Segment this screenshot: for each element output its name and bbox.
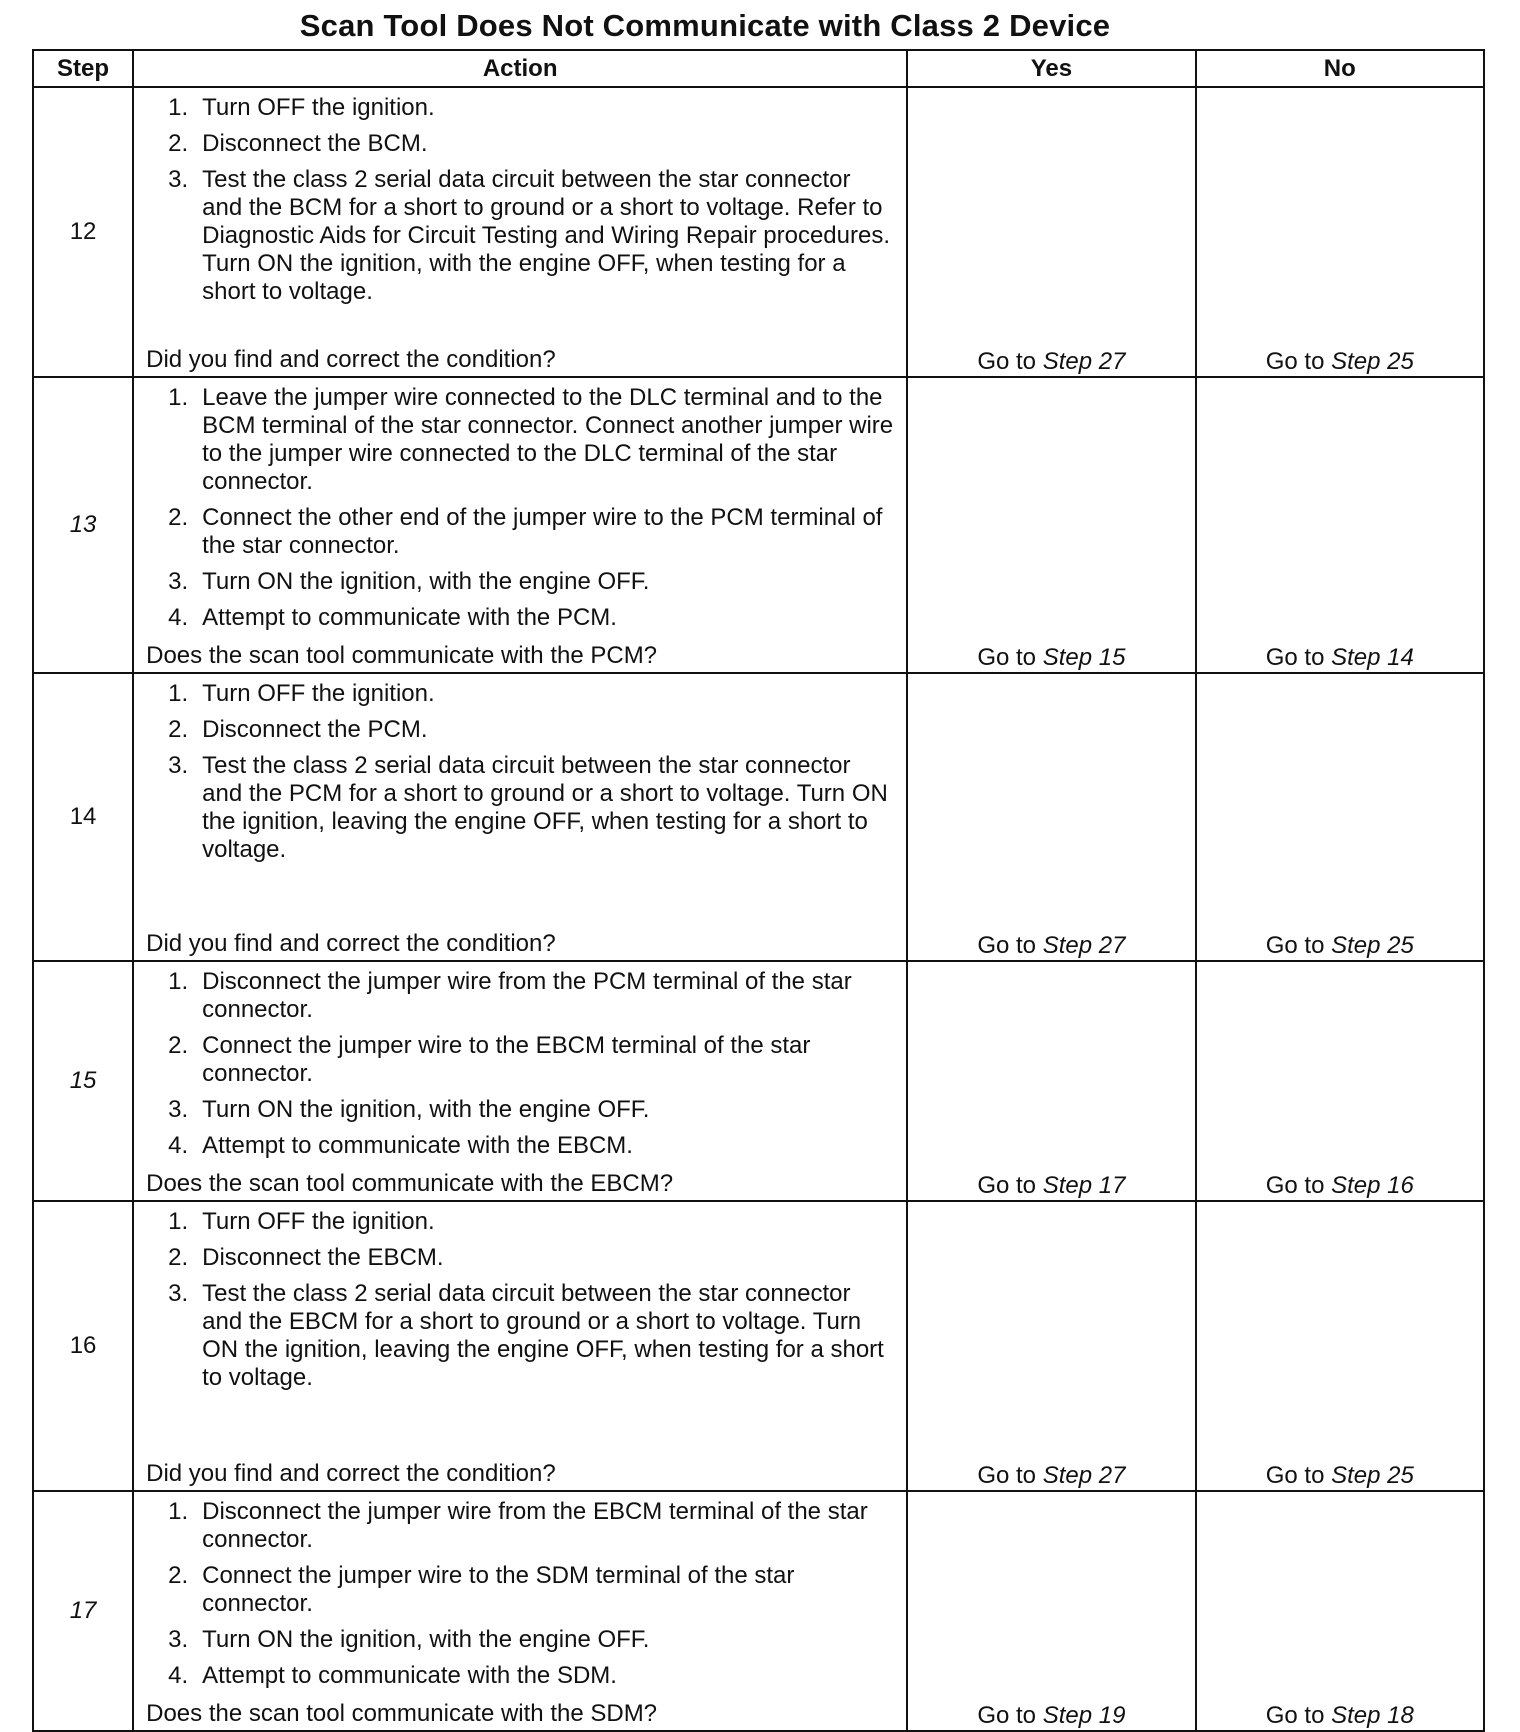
action-list [134,962,906,1160]
step-number: 16 [33,1201,133,1491]
no-step-ref: Step 25 [1331,932,1414,959]
list-item: 1. Turn OFF the ignition. [168,1208,435,1235]
list-item: 3. Turn ON the ignition, with the engine OFF. [168,1096,650,1123]
list-item: 3. Test the class 2 serial data circuit between the star connector and the EBCM for a short to ground or a short to voltage. Turn ON the ignition, leaving the engine OFF, when testing for a short to voltage. [168,1280,884,1391]
step-number: 13 [33,377,133,673]
yes-answer: Go to Step 27 [907,87,1195,377]
list-item: 3. Turn ON the ignition, with the engine OFF. [168,568,650,595]
yes-step-ref: Step 17 [1042,1172,1126,1199]
action-cell [133,961,907,1201]
list-item: 3. Test the class 2 serial data circuit between the star connector and the PCM for a short to ground or a short to voltage. Turn ON the ignition, leaving the engine OFF, when testing for a short to voltage. [168,752,888,863]
list-item: 3. Test the class 2 serial data circuit between the star connector and the BCM for a short to ground or a short to voltage. Refer to Diagnostic Aids for Circuit Testing and Wiring Repair procedures. Turn ON the ignition, with the engine OFF, when testing for a short to voltage. [168,166,890,305]
header-no: No [1196,50,1484,87]
no-step-ref: Step 14 [1331,644,1414,671]
question-text: Does the scan tool communicate with the SDM? [146,1700,658,1727]
page-title: Scan Tool Does Not Communicate with Class 2 Device [299,8,1111,43]
table-header-row [33,50,1484,87]
list-item: 2. Connect the jumper wire to the SDM terminal of the star connector. [168,1562,795,1617]
no-answer: Go to Step 25 [1196,1201,1484,1491]
yes-step-ref: Step 27 [1042,932,1126,959]
yes-answer: Go to Step 17 [907,961,1195,1201]
list-item: 1. Leave the jumper wire connected to the DLC terminal and to the BCM terminal of the star connector. Connect another jumper wire to the jumper wire connected to the DLC terminal of the star connector. [168,384,894,495]
table-row [33,87,1484,377]
step-number: 17 [33,1491,133,1731]
list-item: 1. Disconnect the jumper wire from the PCM terminal of the star connector. [168,968,852,1023]
action-cell [133,1201,907,1491]
table-row [33,961,1484,1201]
yes-step-ref: Step 27 [1042,1462,1126,1489]
yes-step-ref: Step 19 [1042,1702,1126,1729]
yes-answer: Go to Step 27 [907,1201,1195,1491]
yes-answer: Go to Step 27 [907,673,1195,961]
action-list [134,1202,906,1392]
step-number: 12 [33,87,133,377]
step-number: 15 [33,961,133,1201]
table-row [33,673,1484,961]
no-answer: Go to Step 18 [1196,1491,1484,1731]
table-row [33,377,1484,673]
header-step: Step [33,50,133,87]
action-list [134,1492,906,1690]
diagnostic-table [32,49,1485,1732]
no-answer: Go to Step 16 [1196,961,1484,1201]
header-action: Action [133,50,907,87]
yes-step-ref: Step 27 [1042,348,1126,375]
step-number: 14 [33,673,133,961]
list-item: 1. Turn OFF the ignition. [168,94,435,121]
action-list [134,674,906,864]
no-step-ref: Step 25 [1331,348,1414,375]
list-item: 2. Disconnect the EBCM. [168,1244,444,1271]
list-item: 1. Disconnect the jumper wire from the EBCM terminal of the star connector. [168,1498,868,1553]
question-text: Does the scan tool communicate with the PCM? [146,642,658,669]
question-text: Did you find and correct the condition? [146,346,556,373]
list-item: 2. Disconnect the BCM. [168,130,428,157]
action-cell [133,673,907,961]
list-item: 2. Connect the jumper wire to the EBCM terminal of the star connector. [168,1032,811,1087]
action-list [134,378,906,632]
question-text: Does the scan tool communicate with the EBCM? [146,1170,674,1197]
no-step-ref: Step 16 [1331,1172,1414,1199]
action-cell [133,377,907,673]
no-step-ref: Step 25 [1331,1462,1414,1489]
no-answer: Go to Step 25 [1196,673,1484,961]
no-step-ref: Step 18 [1331,1702,1414,1729]
list-item: 2. Disconnect the PCM. [168,716,428,743]
list-item: 4. Attempt to communicate with the SDM. [168,1662,617,1689]
yes-answer: Go to Step 15 [907,377,1195,673]
question-text: Did you find and correct the condition? [146,1460,556,1487]
list-item: 1. Turn OFF the ignition. [168,680,435,707]
yes-answer: Go to Step 19 [907,1491,1195,1731]
action-cell [133,87,907,377]
yes-step-ref: Step 15 [1042,644,1126,671]
no-answer: Go to Step 14 [1196,377,1484,673]
list-item: 4. Attempt to communicate with the EBCM. [168,1132,633,1159]
action-list [134,88,906,306]
list-item: 4. Attempt to communicate with the PCM. [168,604,617,631]
header-yes: Yes [907,50,1195,87]
list-item: 3. Turn ON the ignition, with the engine OFF. [168,1626,650,1653]
question-text: Did you find and correct the condition? [146,930,556,957]
action-cell [133,1491,907,1731]
no-answer: Go to Step 25 [1196,87,1484,377]
table-row [33,1201,1484,1491]
list-item: 2. Connect the other end of the jumper wire to the PCM terminal of the star connector. [168,504,883,559]
table-row [33,1491,1484,1731]
